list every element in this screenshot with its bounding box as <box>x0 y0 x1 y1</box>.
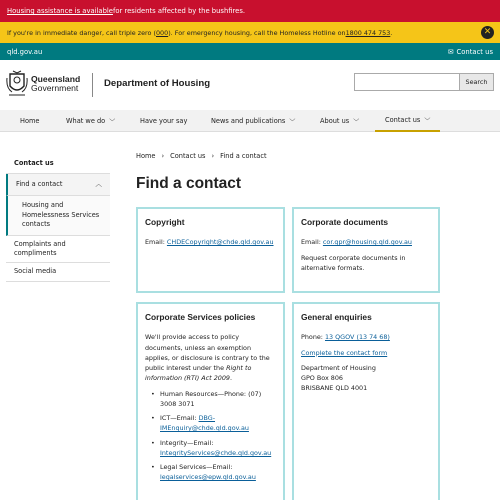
sidebar-subitem-housing-contacts[interactable]: Housing and Homelessness Services contacts <box>6 196 110 236</box>
emergency-alert-text-2: ). For emergency housing, call the Homeless Hotline on <box>168 28 346 37</box>
nav-label-about-us: About us <box>320 117 350 125</box>
list-item-text: Integrity—Email: <box>160 438 214 447</box>
breadcrumb-contact-us[interactable]: Contact us <box>170 152 206 160</box>
site-header <box>0 60 500 110</box>
address-line: Department of Housing <box>301 363 376 372</box>
card-title: Corporate Services policies <box>145 312 256 322</box>
main-nav <box>0 110 500 132</box>
nav-label-what-we-do: What we do <box>66 117 106 125</box>
breadcrumb-home[interactable]: Home <box>136 152 156 160</box>
corporate-docs-email-link[interactable]: cor.gpr@housing.qld.gov.au <box>322 238 412 247</box>
nav-label-news: News and publications <box>211 117 286 125</box>
nav-item-what-we-do[interactable] <box>66 110 115 132</box>
emergency-alert-text-3: . <box>390 28 393 37</box>
legal-email-link[interactable]: legalservices@epw.qld.gov.au <box>160 473 256 482</box>
bushfire-alert-banner <box>0 0 500 22</box>
corporate-services-intro <box>145 332 276 383</box>
chevron-right-icon: › <box>161 152 165 160</box>
homeless-hotline-link[interactable]: 1800 474 753 <box>345 28 391 37</box>
list-item <box>155 462 276 483</box>
nav-item-home[interactable] <box>20 110 39 132</box>
list-item <box>155 413 276 434</box>
card-title: Corporate documents <box>301 217 389 227</box>
chevron-down-icon: ﹀ <box>289 118 296 126</box>
search-input[interactable] <box>354 73 460 91</box>
intro-text: We'll provide access to policy documents, unless an exemption applies, or disclosure is contrary to the public interest under the <box>145 333 270 373</box>
copyright-email-link[interactable]: CHDECopyright@chde.qld.gov.au <box>166 238 274 247</box>
nav-item-news[interactable] <box>211 110 295 132</box>
topbar-contact-link[interactable] <box>448 48 493 56</box>
contact-form-link[interactable]: Complete the contact form <box>301 348 388 357</box>
chevron-right-icon: › <box>211 152 215 160</box>
close-icon[interactable]: ✕ <box>481 26 494 39</box>
nav-label-contact-us: Contact us <box>385 116 421 124</box>
emergency-alert-banner <box>0 22 500 43</box>
phone-label: Phone: <box>301 333 325 342</box>
header-divider <box>92 73 93 97</box>
nav-item-contact-us[interactable] <box>375 110 440 132</box>
logo-text-government: Government <box>31 83 79 93</box>
list-item <box>155 389 276 410</box>
phone-link[interactable]: 13 QGOV (13 74 68) <box>324 333 390 342</box>
page-title: Find a contact <box>136 175 242 192</box>
chevron-down-icon: ﹀ <box>109 118 116 126</box>
qld-government-logo[interactable] <box>6 70 80 98</box>
corporate-docs-text: Request corporate documents in alternative formats. <box>301 253 406 272</box>
sidebar-item-find-a-contact[interactable] <box>6 174 110 196</box>
email-label: Email: <box>301 238 323 247</box>
card-title: Copyright <box>145 217 185 227</box>
qld-crest-icon <box>6 70 28 98</box>
nav-item-about-us[interactable] <box>320 110 359 132</box>
emergency-alert-text-1: If you're in immediate danger, call triple zero ( <box>7 28 156 37</box>
nav-item-have-your-say[interactable] <box>140 110 187 132</box>
card-corporate-services <box>136 302 285 500</box>
logo-text-queensland: Queensland <box>31 73 81 84</box>
policy-contact-list <box>155 389 276 483</box>
intro-end: . <box>229 374 233 383</box>
list-item-text: Legal Services—Email: <box>160 463 233 472</box>
integrity-email-link[interactable]: IntegrityServices@chde.qld.gov.au <box>160 448 272 457</box>
sidebar-item-complaints[interactable]: Complaints and compliments <box>6 236 110 263</box>
sidebar-item-label: Find a contact <box>16 179 63 188</box>
site-search <box>354 73 494 91</box>
sidebar-item-social-media[interactable]: Social media <box>6 263 110 282</box>
breadcrumb-current: Find a contact <box>220 152 267 160</box>
triple-zero-link[interactable]: 000 <box>155 28 169 37</box>
site-topbar <box>0 43 500 60</box>
qld-gov-link[interactable]: qld.gov.au <box>7 47 43 56</box>
topbar-contact-label: Contact us <box>456 47 493 56</box>
mail-icon: ✉ <box>447 47 454 56</box>
chevron-down-icon: ﹀ <box>353 118 360 126</box>
breadcrumb <box>136 152 267 160</box>
ict-email-link[interactable]: DBG-IMEnquiry@chde.qld.gov.au <box>160 414 249 433</box>
list-item <box>155 438 276 459</box>
card-title: General enquiries <box>301 312 372 322</box>
list-item-text: Human Resources—Phone: (07) 3008 3071 <box>160 389 262 408</box>
address-line: BRISBANE QLD 4001 <box>301 383 368 392</box>
chevron-down-icon: ﹀ <box>424 117 431 125</box>
nav-label-home: Home <box>20 117 40 125</box>
housing-assistance-link[interactable]: Housing assistance is available <box>7 7 113 15</box>
address-line: GPO Box 806 <box>301 373 343 382</box>
card-copyright <box>136 207 285 293</box>
nav-label-have-your-say: Have your say <box>140 117 188 125</box>
bushfire-alert-text: for residents affected by the bushfires. <box>112 7 246 15</box>
card-general-enquiries <box>292 302 440 500</box>
list-item-text: ICT—Email: <box>160 414 199 423</box>
department-name[interactable]: Department of Housing <box>104 78 211 89</box>
sidebar-nav <box>6 155 110 282</box>
chevron-up-icon[interactable]: ︿ <box>95 179 102 188</box>
email-label: Email: <box>145 238 167 247</box>
search-button[interactable]: Search <box>460 73 494 91</box>
rti-act-text: Right to information (RTI) Act 2009 <box>145 364 252 383</box>
sidebar-item-contact-us[interactable]: Contact us <box>6 155 110 174</box>
card-corporate-documents <box>292 207 440 293</box>
